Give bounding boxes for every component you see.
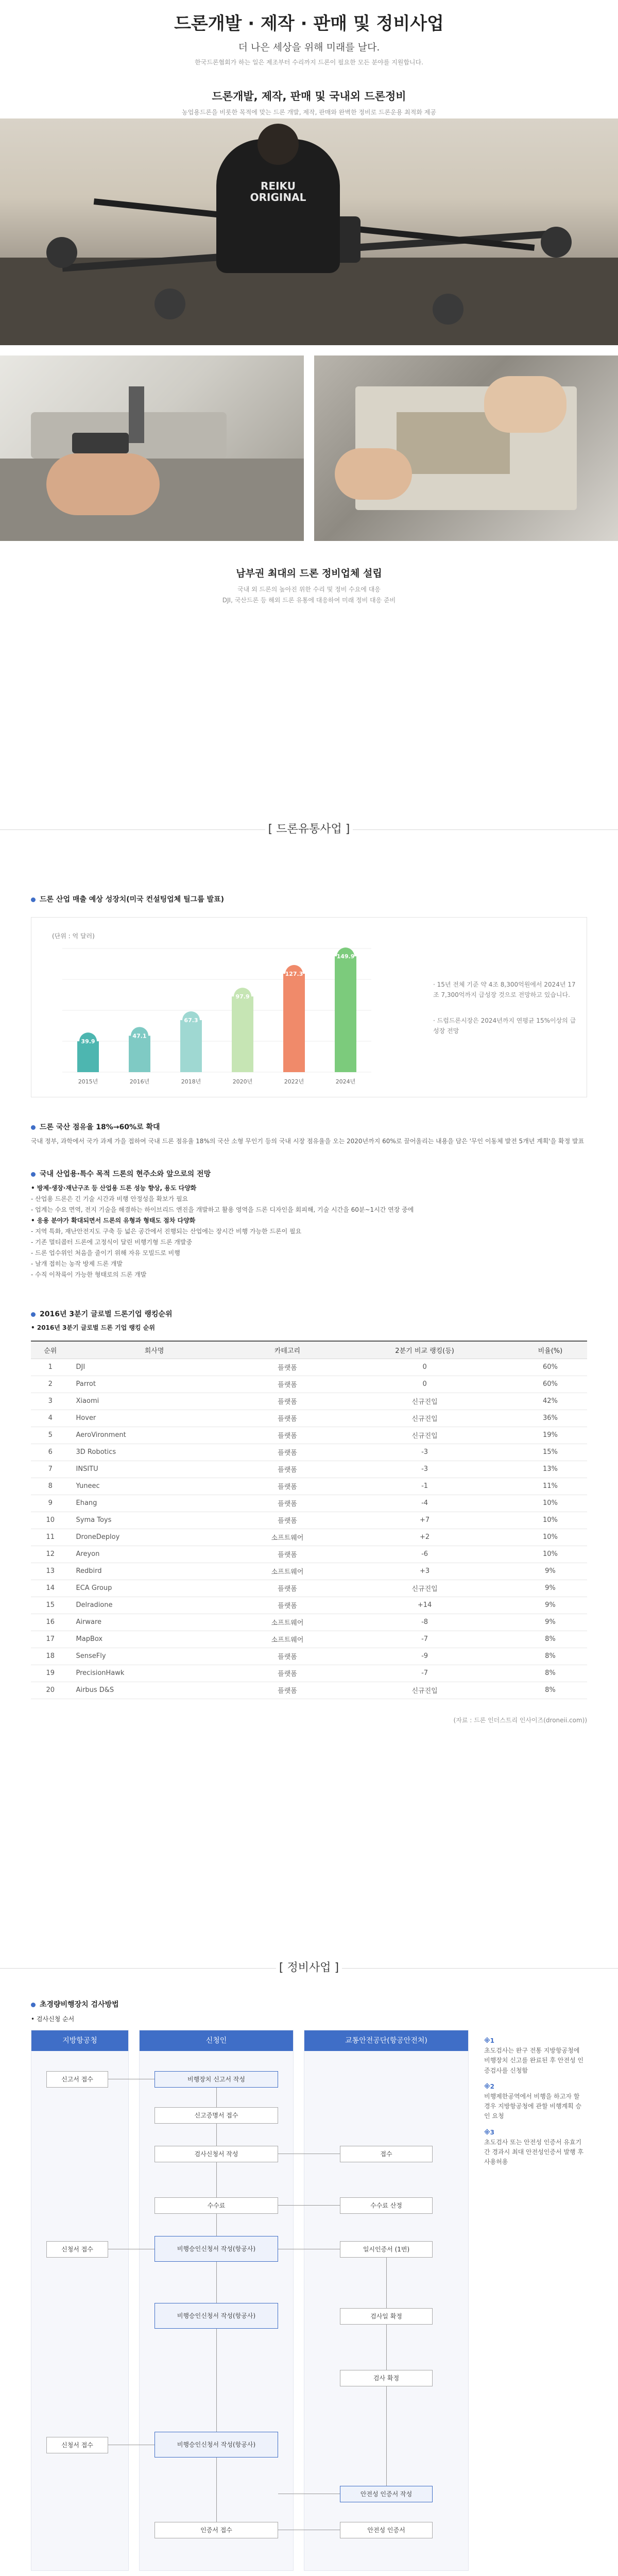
table-cell: 11% xyxy=(513,1478,587,1495)
section-banner-market xyxy=(0,819,618,840)
table-cell: 18 xyxy=(31,1648,70,1665)
page-description: 한국드론협회가 하는 일은 제조부터 수리까지 드론이 필요한 모든 분야를 지원합니다. xyxy=(195,59,423,66)
table-cell: -7 xyxy=(336,1631,513,1648)
table-cell: 소프트웨어 xyxy=(239,1631,336,1648)
flow-step-report-receive: 신고서 접수 xyxy=(46,2071,108,2088)
table-cell: +14 xyxy=(336,1597,513,1614)
flow-col-title: 지방항공청 xyxy=(31,2030,128,2051)
market-growth-chart xyxy=(31,918,392,1098)
table-cell: 8% xyxy=(513,1648,587,1665)
ranking-row xyxy=(31,1682,587,1699)
table-cell: 10% xyxy=(513,1495,587,1512)
table-cell: 17 xyxy=(31,1631,70,1648)
ranking-row xyxy=(31,1648,587,1665)
table-cell: Ehang xyxy=(70,1495,239,1512)
shirt-print: REIKU ORIGINAL xyxy=(250,180,306,204)
bullet-icon xyxy=(31,2003,36,2007)
table-cell: 0 xyxy=(336,1359,513,1376)
ranking-source: (자료 : 드론 인더스트리 인사이즈(droneii.com)) xyxy=(453,1717,587,1724)
note-text: 초도검사 또는 안전성 인증서 유효기간 경과시 최대 안전성인증서 발행 후 사용허용 xyxy=(484,2138,583,2166)
table-header-cell: 비율(%) xyxy=(513,1341,587,1359)
table-cell: +7 xyxy=(336,1512,513,1529)
trend-line: - 수직 이착륙이 가능한 형태로의 드론 개발 xyxy=(31,1271,147,1278)
table-cell: +3 xyxy=(336,1563,513,1580)
table-cell: 9% xyxy=(513,1563,587,1580)
table-cell: 플랫폼 xyxy=(239,1461,336,1478)
table-cell: 15 xyxy=(31,1597,70,1614)
table-cell: 19% xyxy=(513,1427,587,1444)
table-cell: -6 xyxy=(336,1546,513,1563)
region-desc-2: DJI, 국산드론 등 해외 드론 유통에 대응하여 미래 정비 대응 준비 xyxy=(222,597,396,604)
page-subtitle: 더 나은 세상을 위해 미래를 날다. xyxy=(238,42,380,53)
table-cell: -8 xyxy=(336,1614,513,1631)
flow-step-flight-approval-3: 비행승인신청서 작성(항공사) xyxy=(154,2432,278,2458)
flow-subheading: • 검사신청 순서 xyxy=(31,2015,75,2023)
trend-line: - 지역 특화, 재난안전지도 구축 등 넓은 공간에서 진행되는 산업에는 장시간 비행 가능한 드론이 필요 xyxy=(31,1228,302,1235)
table-cell: +2 xyxy=(336,1529,513,1546)
flow-step-application-receive-2: 신청서 접수 xyxy=(46,2437,108,2453)
table-header-cell: 회사명 xyxy=(70,1341,239,1359)
chart-data-label: 127.3 xyxy=(285,971,303,978)
drone-workshop-photo xyxy=(0,118,618,345)
table-cell: Areyon xyxy=(70,1546,239,1563)
ranking-row xyxy=(31,1359,587,1376)
table-cell: 1 xyxy=(31,1359,70,1376)
table-cell: MapBox xyxy=(70,1631,239,1648)
drone-assembly-photo xyxy=(0,355,304,541)
section-banner-repair xyxy=(0,1958,618,1978)
table-cell: 10% xyxy=(513,1546,587,1563)
growth-heading: 드론 국산 점유율 18%→60%로 확대 xyxy=(31,1122,160,1132)
ranking-subheading: • 2016년 3분기 글로벌 드론 기업 랭킹 순위 xyxy=(31,1324,155,1331)
table-cell: 신규진입 xyxy=(336,1393,513,1410)
table-cell: 플랫폼 xyxy=(239,1682,336,1699)
table-cell: 플랫폼 xyxy=(239,1444,336,1461)
table-cell: 20 xyxy=(31,1682,70,1699)
ranking-row xyxy=(31,1580,587,1597)
flow-step-accept: 접수 xyxy=(340,2146,433,2162)
table-cell: 플랫폼 xyxy=(239,1359,336,1376)
table-cell: 6 xyxy=(31,1444,70,1461)
circuit-soldering-photo xyxy=(314,355,618,541)
chart-data-label: 97.9 xyxy=(235,993,250,1001)
bullet-icon xyxy=(31,897,36,902)
ranking-row xyxy=(31,1427,587,1444)
chart-x-tick-label: 2022년 xyxy=(284,1078,304,1085)
chart-heading: 드론 산업 매출 예상 성장치(미국 컨설팅업체 틸그룹 발표) xyxy=(31,894,224,904)
table-cell: 15% xyxy=(513,1444,587,1461)
ranking-heading: 2016년 3분기 글로벌 드론기업 랭킹순위 xyxy=(31,1309,173,1319)
ranking-row xyxy=(31,1546,587,1563)
trend-line: - 드론 업수위인 처음을 줄이기 위해 자유 모빌드로 비행 xyxy=(31,1249,180,1257)
bullet-icon xyxy=(31,1125,36,1130)
flow-notes xyxy=(484,2030,587,2167)
table-cell: 플랫폼 xyxy=(239,1665,336,1682)
table-cell: DroneDeploy xyxy=(70,1529,239,1546)
flow-step-fee: 수수료 xyxy=(154,2197,278,2214)
ranking-row xyxy=(31,1563,587,1580)
chart-note-1: · 15년 전체 기준 약 4조 8,300억원에서 2024년 17조 7,300억까지 급성장 것으로 전망하고 있습니다. xyxy=(433,981,576,999)
table-cell: 플랫폼 xyxy=(239,1495,336,1512)
table-cell: 5 xyxy=(31,1427,70,1444)
chart-bar xyxy=(283,974,305,1072)
ranking-row xyxy=(31,1529,587,1546)
table-cell: 신규진입 xyxy=(336,1682,513,1699)
chart-x-tick-label: 2020년 xyxy=(232,1078,253,1085)
flow-col-aviation xyxy=(31,2030,129,2571)
table-cell: 플랫폼 xyxy=(239,1478,336,1495)
flow-step-fee-calc: 수수료 산정 xyxy=(340,2197,433,2214)
table-cell: -4 xyxy=(336,1495,513,1512)
table-cell: -3 xyxy=(336,1444,513,1461)
table-cell: 플랫폼 xyxy=(239,1393,336,1410)
table-cell: 9% xyxy=(513,1597,587,1614)
table-cell: -7 xyxy=(336,1665,513,1682)
flow-step-cert-issue: 안전성 인증서 xyxy=(340,2522,433,2538)
table-cell: DJI xyxy=(70,1359,239,1376)
flow-col-title: 교통안전공단(항공안전처) xyxy=(304,2030,468,2051)
table-cell: 60% xyxy=(513,1359,587,1376)
flow-step-certificate: 인증서 접수 xyxy=(154,2522,278,2538)
trend-line: • 방제·생장·재난구조 등 산업용 드론 성능 향상, 용도 다양화 xyxy=(31,1184,197,1192)
region-desc-1: 국내 외 드론의 높아진 위한 수리 및 정비 수요에 대응 xyxy=(237,586,381,593)
table-cell: 플랫폼 xyxy=(239,1512,336,1529)
chart-bar xyxy=(232,996,253,1072)
table-cell: 9 xyxy=(31,1495,70,1512)
flow-step-flight-approval-1: 비행승인신청서 작성(항공사) xyxy=(154,2236,278,2262)
table-cell: Syma Toys xyxy=(70,1512,239,1529)
note-number: ※3 xyxy=(484,2128,495,2136)
section-title-repair: [ 정비사업 ] xyxy=(276,1958,342,1978)
ranking-row xyxy=(31,1512,587,1529)
trend-line: - 날개 접히는 농작 방제 드론 개발 xyxy=(31,1260,123,1267)
table-cell: 60% xyxy=(513,1376,587,1393)
note-text: 비행제한공역에서 비행을 하고자 할 경우 지방항공청에 관할 비행계획 승인 요청 xyxy=(484,2092,582,2120)
chart-x-tick-label: 2016년 xyxy=(129,1078,150,1085)
table-cell: 10% xyxy=(513,1512,587,1529)
table-cell: Yuneec xyxy=(70,1478,239,1495)
table-cell: 16 xyxy=(31,1614,70,1631)
table-cell: AeroVironment xyxy=(70,1427,239,1444)
chart-x-tick-label: 2024년 xyxy=(335,1078,356,1085)
table-header-cell: 2분기 비교 랭킹(등) xyxy=(336,1341,513,1359)
table-cell: 플랫폼 xyxy=(239,1376,336,1393)
table-cell: 13% xyxy=(513,1461,587,1478)
trend-line: • 응용 분야가 확대되면서 드론의 유형과 형태도 점차 다양화 xyxy=(31,1217,196,1224)
table-cell: 신규진입 xyxy=(336,1580,513,1597)
table-cell: 소프트웨어 xyxy=(239,1529,336,1546)
ranking-table xyxy=(31,1341,587,1699)
table-cell: Delradione xyxy=(70,1597,239,1614)
table-cell: Hover xyxy=(70,1410,239,1427)
trend-heading: 국내 산업용·특수 목적 드론의 현주소와 앞으로의 전망 xyxy=(31,1168,211,1179)
chart-data-label: 67.3 xyxy=(184,1017,198,1024)
table-cell: 소프트웨어 xyxy=(239,1614,336,1631)
table-cell: 신규진입 xyxy=(336,1427,513,1444)
table-cell: ECA Group xyxy=(70,1580,239,1597)
table-cell: 8% xyxy=(513,1682,587,1699)
page-title: 드론개발 · 제작 · 판매 및 정비사업 xyxy=(174,13,444,34)
intro-title: 드론개발, 제작, 판매 및 국내외 드론정비 xyxy=(212,90,406,103)
table-cell: PrecisionHawk xyxy=(70,1665,239,1682)
trend-line: - 기존 멀티콥터 드론에 고정식이 달린 비행기형 드론 개발중 xyxy=(31,1239,193,1246)
inspection-flow-diagram xyxy=(31,2030,587,2576)
table-header-cell: 순위 xyxy=(31,1341,70,1359)
table-cell: 8% xyxy=(513,1631,587,1648)
table-cell: 소프트웨어 xyxy=(239,1563,336,1580)
flow-step-apply: 검사신청서 작성 xyxy=(154,2146,278,2162)
flow-step-register: 비행장치 신고서 작성 xyxy=(154,2071,278,2088)
flow-col-title: 신청인 xyxy=(140,2030,293,2051)
table-cell: 플랫폼 xyxy=(239,1546,336,1563)
flow-heading: 초경량비행장치 검사방법 xyxy=(31,1999,119,2009)
section-title-market: [ 드론유통사업 ] xyxy=(265,819,353,840)
region-title: 남부권 최대의 드론 정비업체 설립 xyxy=(236,568,382,579)
table-cell: 플랫폼 xyxy=(239,1427,336,1444)
ranking-row xyxy=(31,1597,587,1614)
table-cell: 9% xyxy=(513,1580,587,1597)
table-cell: Xiaomi xyxy=(70,1393,239,1410)
table-cell: 0 xyxy=(336,1376,513,1393)
table-cell: Redbird xyxy=(70,1563,239,1580)
chart-bar xyxy=(335,956,356,1072)
flow-step-certificate-receive: 신고증명서 접수 xyxy=(154,2107,278,2124)
chart-data-label: 149.9 xyxy=(336,953,355,960)
table-cell: 9% xyxy=(513,1614,587,1631)
table-cell: 7 xyxy=(31,1461,70,1478)
flow-step-application-receive-1: 신청서 접수 xyxy=(46,2241,108,2258)
chart-data-label: 39.9 xyxy=(81,1038,95,1045)
table-cell: -1 xyxy=(336,1478,513,1495)
growth-text: 국내 정부, 과학에서 국가 과제 가을 접하여 국내 드론 점유율 18%의 국산 소형 무인기 등의 국내 시장 점유율을 오는 2020년까지 60%로 끌어올리는 내용을 담은 '무인 이동체 발전 5개년 계획'을 확정 발표 xyxy=(31,1138,585,1145)
trend-line: - 산업용 드론은 긴 기술 시간과 비행 안정성을 확보가 필요 xyxy=(31,1195,188,1202)
flow-step-cert-write: 안전성 인증서 작성 xyxy=(340,2486,433,2502)
flow-step-date-confirm: 검사일 확정 xyxy=(340,2308,433,2325)
intro-description: 농업용드론을 비롯한 목적에 맞는 드론 개발, 제작, 판매와 완벽한 정비로 드론운용 최적화 제공 xyxy=(182,109,436,116)
bullet-icon xyxy=(31,1172,36,1177)
ranking-row xyxy=(31,1495,587,1512)
ranking-row xyxy=(31,1444,587,1461)
ranking-row xyxy=(31,1478,587,1495)
flow-step-temp-cert: 일시인증서 (1번) xyxy=(340,2241,433,2258)
table-cell: Parrot xyxy=(70,1376,239,1393)
market-chart-box xyxy=(31,917,587,1097)
table-cell: -3 xyxy=(336,1461,513,1478)
trend-line: - 업계는 수요 면역, 전지 기술을 해결하는 하이브리드 엔진을 개발하고 활용 영역을 드론 디자인을 회피해, 기술 시간을 60분~1시간 연장 중에 xyxy=(31,1206,414,1213)
chart-x-tick-label: 2015년 xyxy=(78,1078,98,1085)
ranking-row xyxy=(31,1631,587,1648)
ranking-row xyxy=(31,1376,587,1393)
table-cell: 2 xyxy=(31,1376,70,1393)
ranking-row xyxy=(31,1665,587,1682)
table-cell: 11 xyxy=(31,1529,70,1546)
table-header-cell: 카테고리 xyxy=(239,1341,336,1359)
table-cell: Airware xyxy=(70,1614,239,1631)
table-cell: 36% xyxy=(513,1410,587,1427)
table-cell: INSITU xyxy=(70,1461,239,1478)
note-text: 초도검사는 완구 전통 지방항공청에 비행장치 신고를 완료된 후 안전성 인증검사를 신청함 xyxy=(484,2047,583,2074)
chart-x-tick-label: 2018년 xyxy=(181,1078,201,1085)
table-cell: 10 xyxy=(31,1512,70,1529)
ranking-row xyxy=(31,1461,587,1478)
table-cell: 플랫폼 xyxy=(239,1648,336,1665)
ranking-table-wrap xyxy=(31,1341,587,1699)
ranking-row xyxy=(31,1614,587,1631)
table-cell: SenseFly xyxy=(70,1648,239,1665)
note-number: ※2 xyxy=(484,2082,495,2090)
chart-note-2: · 드럼드론시장은 2024년까지 연평균 15%이상의 급성장 전망 xyxy=(433,1017,576,1035)
note-number: ※1 xyxy=(484,2037,495,2044)
table-cell: 플랫폼 xyxy=(239,1597,336,1614)
table-cell: 플랫폼 xyxy=(239,1410,336,1427)
bullet-icon xyxy=(31,1312,36,1317)
flow-step-inspection: 검사 확정 xyxy=(340,2370,433,2386)
ranking-row xyxy=(31,1393,587,1410)
table-cell: 8 xyxy=(31,1478,70,1495)
table-cell: 신규진입 xyxy=(336,1410,513,1427)
table-cell: 12 xyxy=(31,1546,70,1563)
chart-data-label: 47.1 xyxy=(132,1032,147,1040)
table-cell: 4 xyxy=(31,1410,70,1427)
table-cell: -9 xyxy=(336,1648,513,1665)
table-cell: 3 xyxy=(31,1393,70,1410)
ranking-row xyxy=(31,1410,587,1427)
table-cell: 42% xyxy=(513,1393,587,1410)
table-cell: 19 xyxy=(31,1665,70,1682)
trend-list xyxy=(31,1183,587,1280)
table-cell: 8% xyxy=(513,1665,587,1682)
table-cell: 14 xyxy=(31,1580,70,1597)
table-cell: 10% xyxy=(513,1529,587,1546)
table-cell: 3D Robotics xyxy=(70,1444,239,1461)
flow-step-flight-approval-2: 비행승인신청서 작성(항공사) xyxy=(154,2303,278,2329)
table-cell: 플랫폼 xyxy=(239,1580,336,1597)
table-cell: 13 xyxy=(31,1563,70,1580)
table-cell: Airbus D&S xyxy=(70,1682,239,1699)
chart-y-axis-label: (단위 : 억 달러) xyxy=(52,933,95,940)
